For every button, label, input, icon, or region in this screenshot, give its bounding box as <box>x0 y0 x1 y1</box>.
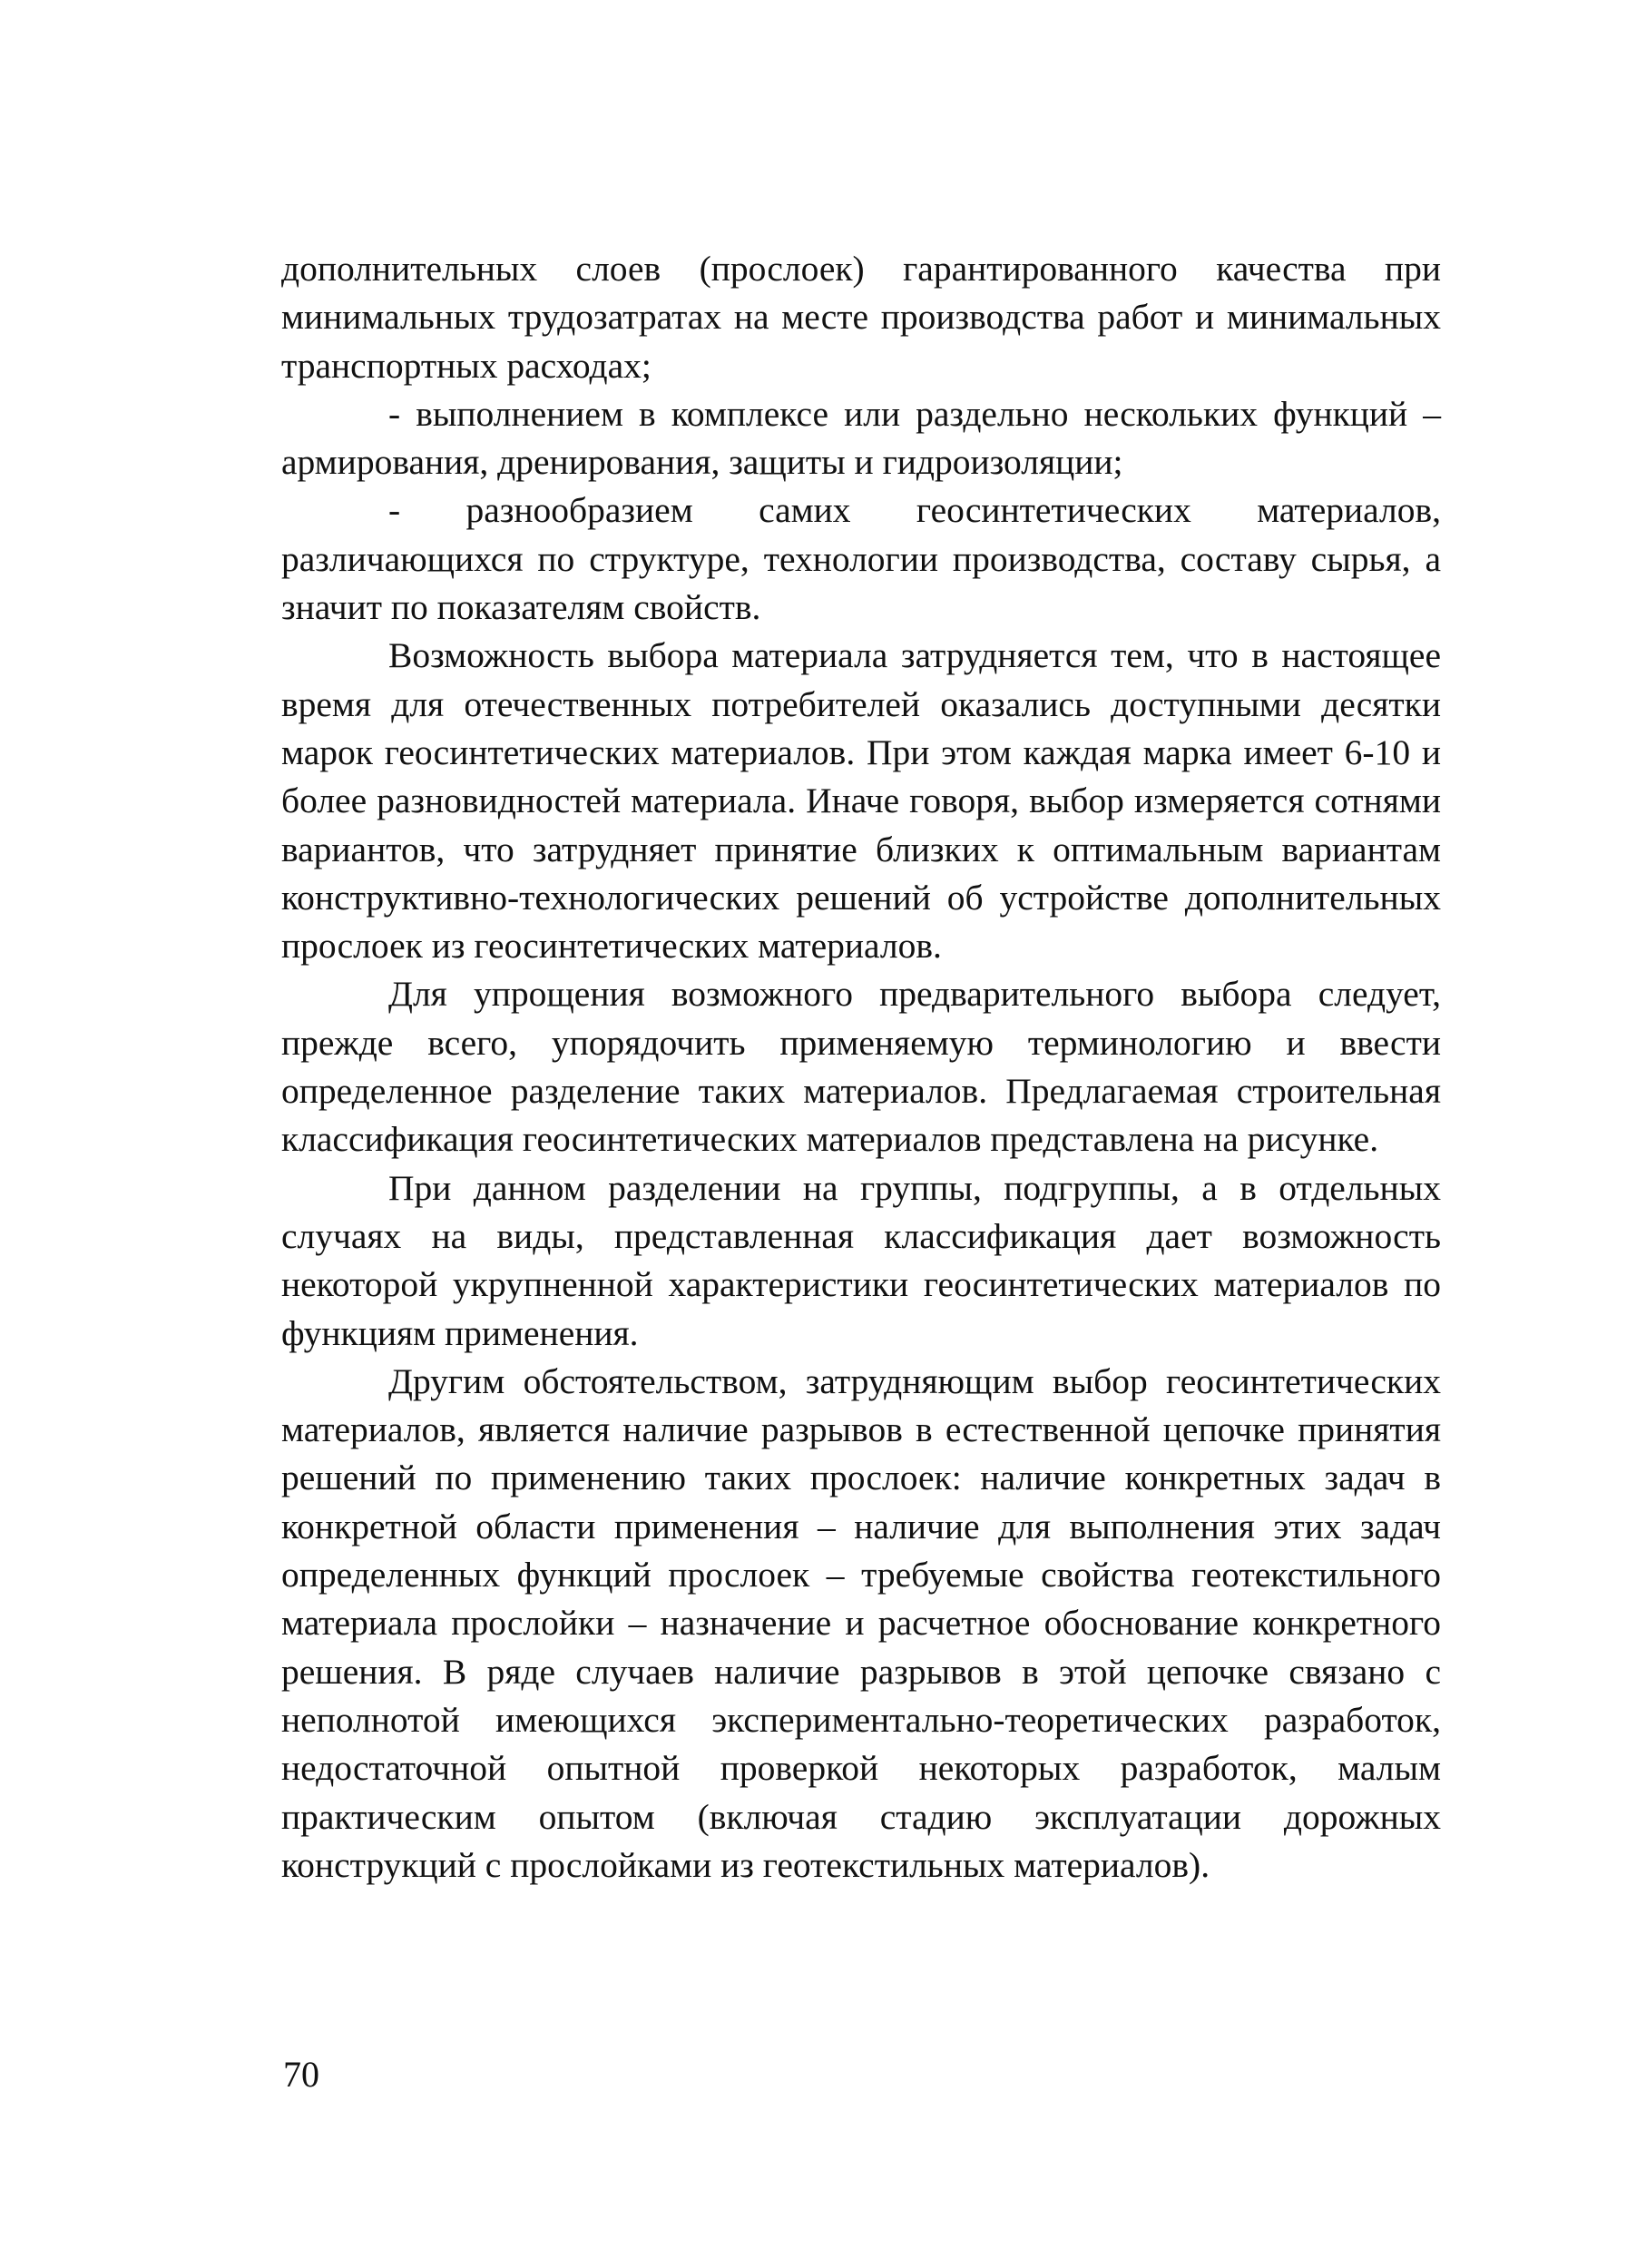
paragraph-classification-intro: Для упрощения возможного предварительного выбора следует, прежде всего, упорядочить применяемую терминологию и ввести определенное разделение таких материалов. Предлагаемая строительная классификация геосинтетических материалов представлена на рисунке. <box>281 974 1441 1160</box>
page-number: 70 <box>283 2054 319 2095</box>
paragraph-continuation: дополнительных слоев (прослоек) гарантированного качества при минимальных трудозатратах на месте производства работ и минимальных транспортных расходах; <box>281 249 1441 386</box>
paragraph-list-item-variety: - разнообразием самих геосинтетических материалов, различающихся по структуре, технологии производства, составу сырья, а значит по показателям свойств. <box>281 490 1441 628</box>
body-text <box>281 245 1441 1890</box>
paragraph-classification-groups: При данном разделении на группы, подгруппы, а в отдельных случаях на виды, представленная классификация дает возможность некоторой укрупненной характеристики геосинтетических материалов по функциям применения. <box>281 1167 1441 1353</box>
paragraph-list-item-functions: - выполнением в комплексе или раздельно нескольких функций – армирования, дренирования, защиты и гидроизоляции; <box>281 393 1441 483</box>
paragraph-choice-difficulty: Возможность выбора материала затрудняется тем, что в настоящее время для отечественных потребителей оказались доступными десятки марок геосинтетических материалов. При этом каждая марка имеет 6-10 и более разновидностей материала. Иначе говоря, выбор измеряется сотнями вариантов, что затрудняет принятие близких к оптимальным вариантам конструктивно-технологических решений об устройстве дополнительных прослоек из геосинтетических материалов. <box>281 635 1441 967</box>
paragraph-decision-chain: Другим обстоятельством, затрудняющим выбор геосинтетических материалов, является наличие разрывов в естественной цепочке принятия решений по применению таких прослоек: наличие конкретных задач в конкретной области применения – наличие для выполнения этих задач определенных функций прослоек – требуемые свойства геотекстильного материала прослойки – назначение и расчетное обоснование конкретного решения. В ряде случаев наличие разрывов в этой цепочке связано с неполнотой имеющихся экспериментально-теоретических разработок, недостаточной опытной проверкой некоторых разработок, малым практическим опытом (включая стадию эксплуатации дорожных конструкций с прослойками из геотекстильных материалов). <box>281 1360 1441 1885</box>
